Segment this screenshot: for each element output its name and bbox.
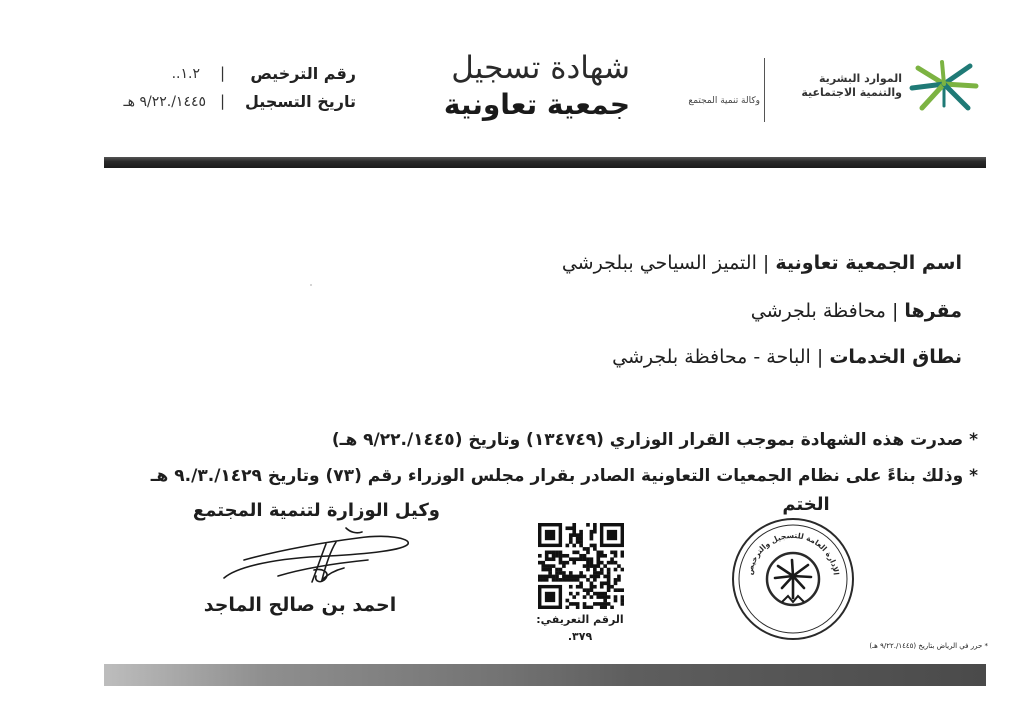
- registration-date-label: تاريخ التسجيل: [245, 92, 356, 111]
- signer-name: احمد بن صالح الماجد: [203, 594, 397, 616]
- qr-code-icon: [538, 523, 624, 609]
- seal-arc-text: الإدارة العامة للتسجيل والترخيص: [745, 530, 841, 576]
- row-separator: |: [816, 346, 824, 368]
- association-name-row: [502, 252, 962, 274]
- association-type-title: جمعية تعاونية: [443, 88, 630, 121]
- license-separator: |: [220, 64, 226, 82]
- signer-title: وكيل الوزارة لتنمية المجتمع: [192, 500, 440, 521]
- headquarters-row: [502, 300, 962, 322]
- palm-seal-icon: [730, 516, 856, 642]
- signature-icon: [218, 520, 414, 592]
- certificate-title: شهادة تسجيل: [451, 50, 630, 86]
- service-scope-row: [502, 346, 962, 368]
- decree-note: * صدرت هذه الشهادة بموجب القرار الوزاري (١٣٤٧٤٩) وتاريخ (١٤٤٥/.٩/٢٢ هـ): [331, 430, 978, 450]
- regulation-note: * وذلك بناءً على نظام الجمعيات التعاونية الصادر بقرار مجلس الوزراء رقم (٧٣) وتاريخ ١٤٢٩/.٣/.٩ هـ: [150, 466, 978, 486]
- headquarters-label: مقرها: [904, 300, 962, 322]
- service-scope-label: نطاق الخدمات: [829, 346, 962, 368]
- issued-location-note: * حرر في الرياض بتاريخ (١٤٤٥/.٩/٢٢ هـ): [869, 642, 988, 650]
- ministry-name-line1: الموارد البشرية: [819, 72, 902, 85]
- association-name-label: اسم الجمعية تعاونية: [775, 252, 962, 274]
- registration-date-separator: |: [220, 92, 226, 110]
- identification-number-value: ٣٧٩.: [567, 630, 593, 643]
- registration-date-value: ١٤٤٥/.٩/٢٢ هـ: [123, 94, 206, 110]
- ministry-name: [790, 72, 902, 100]
- logo-divider: [764, 58, 765, 122]
- license-number-label: رقم الترخيص: [250, 64, 356, 83]
- identification-number-label: الرقم التعريفي:: [536, 613, 624, 626]
- header-divider-bar: [104, 157, 986, 168]
- agency-name: وكالة تنمية المجتمع: [688, 96, 760, 106]
- palm-logo-icon: [908, 58, 980, 116]
- service-scope-value: الباحة - محافظة بلجرشي: [612, 346, 811, 368]
- row-separator: |: [762, 252, 770, 274]
- footer-divider-bar: [104, 664, 986, 686]
- license-number-value: ١.٢..: [171, 66, 200, 82]
- ministry-name-line2: والتنمية الاجتماعية: [801, 86, 902, 99]
- row-separator: |: [891, 300, 899, 322]
- seal-heading: الختم: [782, 494, 830, 515]
- headquarters-value: محافظة بلجرشي: [750, 300, 886, 322]
- association-name-value: التميز السياحي ببلجرشي: [561, 252, 757, 274]
- scan-artifact: [310, 284, 312, 286]
